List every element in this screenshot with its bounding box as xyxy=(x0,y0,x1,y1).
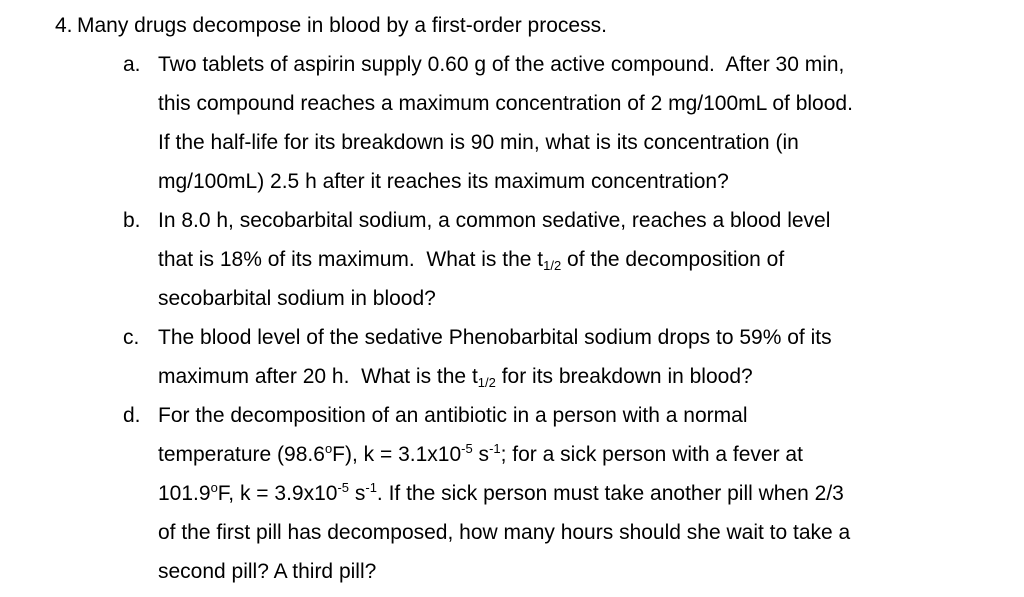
sub-item-lines xyxy=(158,201,1024,318)
text-line: temperature (98.6$^o$F), $k = 3.1x10^{-5}$ $s^{-1}$; for a sick person with a fever at xyxy=(158,441,803,466)
text-line: second pill? A third pill? xyxy=(158,560,377,583)
superscript-text: -5 xyxy=(461,441,473,456)
problem-sub-item xyxy=(123,318,1024,396)
text-line: mg/100mL) 2.5 h after it reaches its maximum concentration? xyxy=(158,170,729,193)
problem-sub-item xyxy=(123,396,1024,591)
text-line: of the first pill has decomposed, how many hours should she wait to take a xyxy=(158,521,851,544)
subscript-text: 1/2 xyxy=(477,375,496,390)
text-line: Two tablets of aspirin supply 0.60 g of the active compound. After 30 min, xyxy=(158,53,845,76)
text-line: this compound reaches a maximum concentration of 2 mg/100mL of blood. xyxy=(158,92,853,115)
sub-item-label: b. xyxy=(123,209,141,232)
text-line: 101.9$^o$F, $k = 3.9x10^{-5}$ $s^{-1}$. If the sick person must take another pill when 2/3 xyxy=(158,480,844,505)
sub-item-lines xyxy=(158,318,1024,396)
sub-item-label: d. xyxy=(123,404,141,427)
sub-item-label: a. xyxy=(123,53,141,76)
problem-sub-item xyxy=(123,201,1024,318)
text-line: For the decomposition of an antibiotic in a person with a normal xyxy=(158,404,748,427)
superscript-text: -1 xyxy=(489,441,501,456)
problem-number: 4. xyxy=(55,14,73,37)
text-line: that is 18% of its maximum. What is the $t_{1/2}$ of the decomposition of xyxy=(158,248,785,273)
text-line: secobarbital sodium in blood? xyxy=(158,287,436,310)
text-line: If the half-life for its breakdown is 90 min, what is its concentration (in xyxy=(158,131,799,154)
sub-item-label: c. xyxy=(123,326,140,349)
problem-items xyxy=(0,45,1024,591)
problem-sub-item xyxy=(123,45,1024,201)
subscript-text: 1/2 xyxy=(543,258,562,273)
superscript-text: -5 xyxy=(337,480,350,495)
problem-statement-text: Many drugs decompose in blood by a first-order process. xyxy=(77,14,607,37)
superscript-text: o xyxy=(210,480,218,495)
sub-item-lines xyxy=(158,45,1024,201)
text-line: The blood level of the sedative Phenobarbital sodium drops to 59% of its xyxy=(158,326,832,349)
superscript-text: o xyxy=(324,441,333,456)
text-line: In 8.0 h, secobarbital sodium, a common sedative, reaches a blood level xyxy=(158,209,831,232)
sub-item-lines xyxy=(158,396,1024,591)
problem-statement-row xyxy=(0,6,1024,45)
text-line: maximum after 20 h. What is the $t_{1/2}$ for its breakdown in blood? xyxy=(158,365,753,390)
superscript-text: -1 xyxy=(365,480,377,495)
